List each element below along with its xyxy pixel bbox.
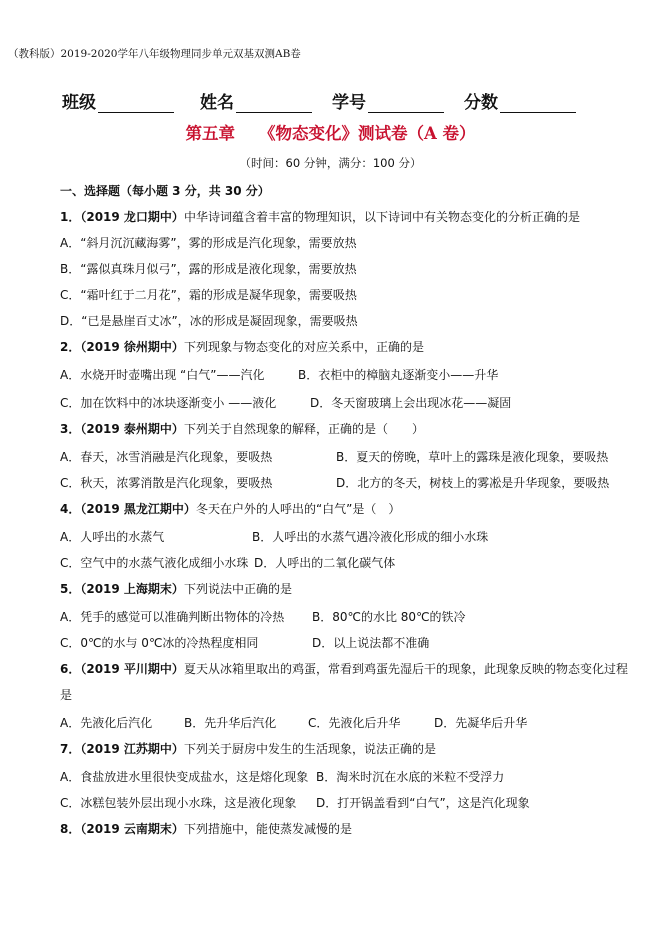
question-6-stem-cont: 是 <box>60 688 73 702</box>
class-label: 班级 <box>62 93 96 113</box>
question-3-option-b: B．夏天的傍晚，草叶上的露珠是液化现象，要吸热 <box>336 450 609 464</box>
question-5-stem: 5．（2019 上海期末）下列说法中正确的是 <box>60 582 292 596</box>
question-1-option-b: B．“露似真珠月似弓”，露的形成是液化现象，需要放热 <box>60 262 357 276</box>
class-field <box>62 88 174 113</box>
student-id-label: 学号 <box>332 93 366 113</box>
score-field <box>464 88 576 113</box>
question-2-stem: 2．（2019 徐州期中）下列现象与物态变化的对应关系中，正确的是 <box>60 340 424 354</box>
question-3-option-a: A．春天，冰雪消融是汽化现象，要吸热 <box>60 450 273 464</box>
time-note: （时间：60 分钟，满分：100 分） <box>239 156 422 170</box>
question-6-option-a: A．先液化后汽化 <box>60 716 153 730</box>
question-6-option-b: B．先升华后汽化 <box>184 716 277 730</box>
question-5-option-c: C．0℃的水与 0℃冰的冷热程度相同 <box>60 636 259 650</box>
question-1-option-a: A．“斜月沉沉藏海雾”，雾的形成是汽化现象，需要放热 <box>60 236 357 250</box>
question-7-stem: 7．（2019 江苏期中）下列关于厨房中发生的生活现象，说法正确的是 <box>60 742 436 756</box>
section-heading: 一、选择题（每小题 3 分，共 30 分） <box>60 184 270 198</box>
chapter-label: 第五章 <box>185 124 235 143</box>
question-7-option-d: D．打开锅盖看到“白气”，这是汽化现象 <box>316 796 530 810</box>
student-id-blank <box>368 94 444 113</box>
question-1-stem: 1．（2019 龙口期中）中华诗词蕴含着丰富的物理知识，以下诗词中有关物态变化的分析正确的是 <box>60 210 580 224</box>
question-5-option-d: D．以上说法都不准确 <box>312 636 430 650</box>
question-5-option-a: A．凭手的感觉可以准确判断出物体的冷热 <box>60 610 285 624</box>
question-1-option-c: C．“霜叶红于二月花”，霜的形成是凝华现象，需要吸热 <box>60 288 357 302</box>
score-label: 分数 <box>464 93 498 113</box>
score-blank <box>500 94 576 113</box>
page-header: （教科版）2019-2020学年八年级物理同步单元双基双测AB卷 <box>8 48 301 60</box>
question-2-option-b: B．衣柜中的樟脑丸逐渐变小——升华 <box>298 368 499 382</box>
question-8-stem: 8．（2019 云南期末）下列措施中，能使蒸发减慢的是 <box>60 822 352 836</box>
question-7-option-c: C．冰糕包装外层出现小水珠，这是液化现象 <box>60 796 297 810</box>
class-blank <box>98 94 174 113</box>
question-4-option-a: A．人呼出的水蒸气 <box>60 530 165 544</box>
question-3-option-c: C．秋天，浓雾消散是汽化现象，要吸热 <box>60 476 273 490</box>
test-name: 《物态变化》测试卷（A 卷） <box>258 124 476 143</box>
question-6-stem: 6．（2019 平川期中）夏天从冰箱里取出的鸡蛋，常看到鸡蛋先湿后干的现象，此现象反映的物态变化过程 <box>60 662 628 676</box>
student-id-field <box>332 88 444 113</box>
question-4-stem: 4．（2019 黑龙江期中）冬天在户外的人呼出的“白气”是（ ） <box>60 502 401 516</box>
question-6-option-d: D．先凝华后升华 <box>434 716 528 730</box>
question-1-option-d: D．“已是悬崖百丈冰”，冰的形成是凝固现象，需要吸热 <box>60 314 358 328</box>
question-2-option-c: C．加在饮料中的冰块逐渐变小 ——液化 <box>60 396 277 410</box>
question-4-option-d: D．人呼出的二氧化碳气体 <box>254 556 396 570</box>
question-6-option-c: C．先液化后升华 <box>308 716 401 730</box>
question-5-option-b: B．80℃的水比 80℃的铁冷 <box>312 610 466 624</box>
question-7-option-b: B．淘米时沉在水底的米粒不受浮力 <box>316 770 505 784</box>
question-4-option-b: B．人呼出的水蒸气遇冷液化形成的细小水珠 <box>252 530 489 544</box>
question-3-option-d: D．北方的冬天，树枝上的雾凇是升华现象，要吸热 <box>336 476 610 490</box>
question-4-option-c: C．空气中的水蒸气液化成细小水珠 <box>60 556 249 570</box>
name-field <box>200 88 312 113</box>
question-3-stem: 3．（2019 泰州期中）下列关于自然现象的解释，正确的是（ ） <box>60 422 424 436</box>
name-blank <box>236 94 312 113</box>
question-7-option-a: A．食盐放进水里很快变成盐水，这是熔化现象 <box>60 770 309 784</box>
question-2-option-d: D．冬天窗玻璃上会出现冰花——凝固 <box>310 396 512 410</box>
question-2-option-a: A．水烧开时壶嘴出现 “白气”——汽化 <box>60 368 265 382</box>
page-title <box>0 120 661 144</box>
name-label: 姓名 <box>200 93 234 113</box>
